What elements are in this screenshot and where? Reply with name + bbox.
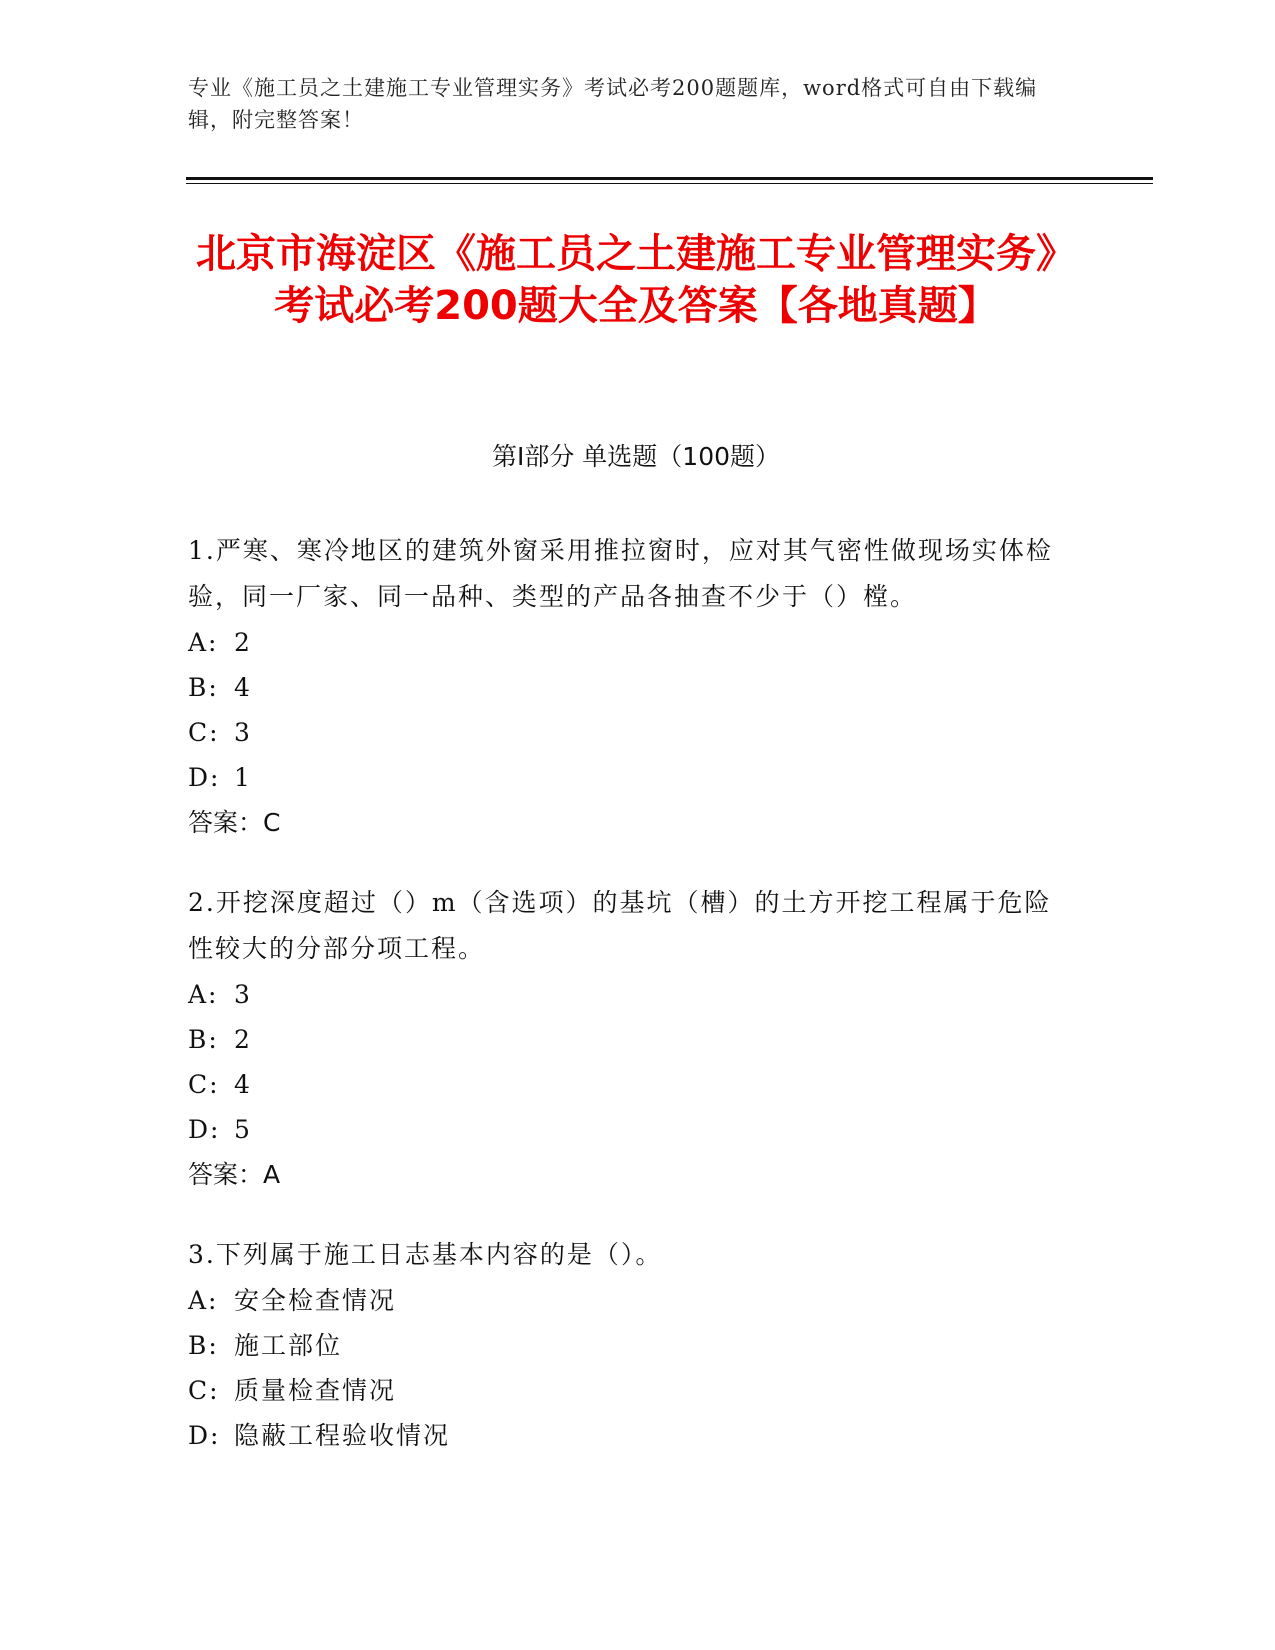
option-value: 5 [234,1115,252,1144]
option-key: D: [188,1421,221,1450]
option-d [188,755,1068,800]
option-a [188,1278,1068,1323]
option-a [188,620,1068,665]
question-1 [188,528,1068,845]
option-c [188,1368,1068,1413]
option-key: C: [188,1070,220,1099]
option-value: 4 [234,1070,252,1099]
option-value: 1 [234,763,252,792]
option-key: A: [188,1286,219,1315]
answer: 答案：C [188,808,281,837]
question-text: 3.下列属于施工日志基本内容的是（）。 [188,1240,663,1269]
option-d [188,1413,1068,1458]
header-note: 专业《施工员之土建施工专业管理实务》考试必考200题题库，word格式可自由下载编辑，附完整答案！ [188,76,1038,132]
option-key: B: [188,1331,219,1360]
question-3 [188,1232,1068,1458]
question-2 [188,880,1068,1197]
option-b [188,1017,1068,1062]
option-value: 2 [234,628,252,657]
option-c [188,710,1068,755]
option-key: B: [188,673,219,702]
document-title: 北京市海淀区《施工员之土建施工专业管理实务》考试必考200题大全及答案【各地真题】 [196,231,1076,329]
option-key: A: [188,628,219,657]
option-value: 质量检查情况 [234,1376,397,1405]
option-key: A: [188,980,219,1009]
header-divider-thick [186,177,1153,180]
option-key: C: [188,1376,220,1405]
header-divider-thin [186,183,1153,184]
option-value: 3 [234,980,252,1009]
question-list [188,528,1068,1493]
option-d [188,1107,1068,1152]
option-value: 安全检查情况 [234,1286,397,1315]
option-value: 4 [234,673,252,702]
option-value: 3 [234,718,252,747]
option-value: 隐蔽工程验收情况 [234,1421,451,1450]
option-key: D: [188,1115,221,1144]
option-b [188,1323,1068,1368]
answer: 答案：A [188,1160,281,1189]
option-b [188,665,1068,710]
option-value: 2 [234,1025,252,1054]
option-value: 施工部位 [234,1331,343,1360]
option-key: B: [188,1025,219,1054]
question-text: 1.严寒、寒冷地区的建筑外窗采用推拉窗时，应对其气密性做现场实体检验，同一厂家、同一品种、类型的产品各抽查不少于（）樘。 [188,536,1053,611]
option-key: D: [188,763,221,792]
option-key: C: [188,718,220,747]
option-c [188,1062,1068,1107]
question-text: 2.开挖深度超过（）m（含选项）的基坑（槽）的土方开挖工程属于危险性较大的分部分项工程。 [188,888,1052,963]
section-heading: 第I部分 单选题（100题） [491,442,781,471]
option-a [188,972,1068,1017]
